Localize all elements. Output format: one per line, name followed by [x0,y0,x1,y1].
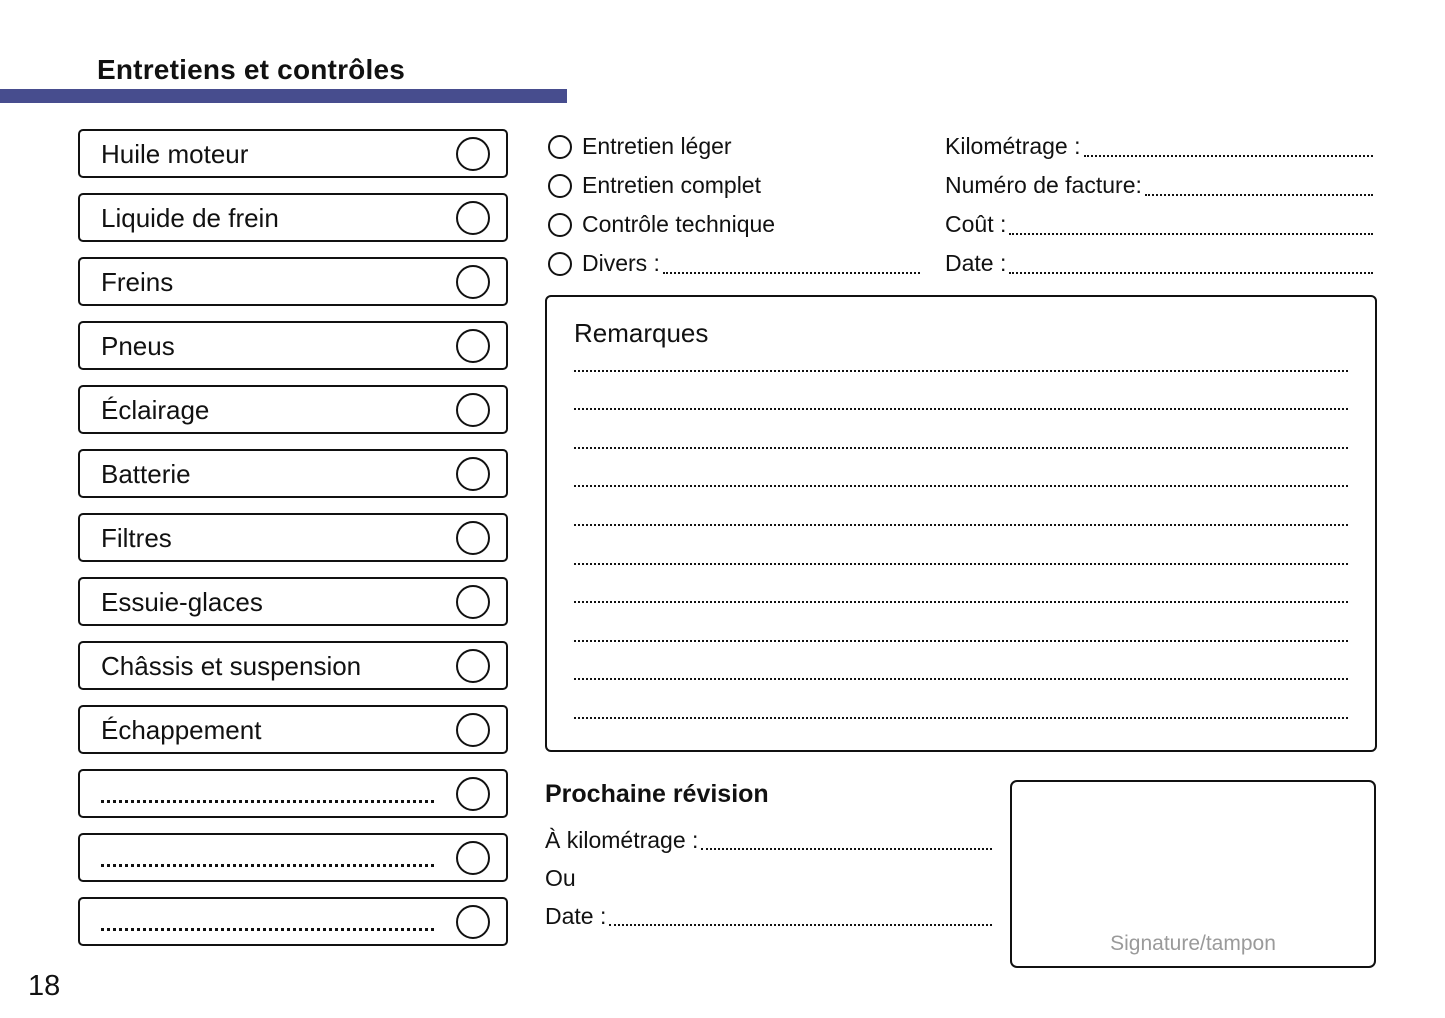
field-label: Coût : [945,211,1007,237]
write-in-dotted-line [609,924,992,926]
remarks-box [545,295,1377,752]
invoice-fields-group [945,127,1373,283]
checklist-row-pneus [78,321,508,370]
write-in-dotted-line [701,848,992,850]
field-label: Kilométrage : [945,133,1081,159]
remarks-ruled-line [574,603,1348,642]
remarks-lines [574,333,1348,719]
check-circle[interactable] [456,457,490,491]
remarks-ruled-line [574,680,1348,719]
write-in-dotted-line [663,272,920,274]
write-in-dotted-line [101,928,434,931]
write-in-dotted-line [1009,233,1373,235]
next-service-section [545,779,992,935]
remarks-title: Remarques [574,318,709,348]
checklist-item-label: Batterie [101,458,191,489]
checklist-item-label: Liquide de frein [101,202,279,233]
check-circle[interactable] [456,905,490,939]
write-in-dotted-line [1084,155,1373,157]
field-label: Date : [945,250,1007,276]
checklist-row-blank-1 [78,769,508,818]
signature-box [1010,780,1376,968]
field-date [945,244,1373,283]
field-cout [945,205,1373,244]
service-type-option [548,127,920,166]
checklist-row-echappement [78,705,508,754]
maintenance-checklist [78,129,508,961]
write-in-dotted-line [1145,194,1373,196]
radio-circle[interactable] [548,135,572,159]
service-type-option [548,166,920,205]
checklist-item-label: Pneus [101,330,175,361]
check-circle[interactable] [456,585,490,619]
remarks-ruled-line [574,333,1348,372]
radio-circle[interactable] [548,174,572,198]
write-in-dotted-line [101,864,434,867]
next-service-title: Prochaine révision [545,780,769,808]
remarks-ruled-line [574,526,1348,565]
next-service-date-field [545,897,992,935]
check-circle[interactable] [456,137,490,171]
check-circle[interactable] [456,393,490,427]
checklist-row-blank-3 [78,897,508,946]
remarks-ruled-line [574,410,1348,449]
checklist-item-label: Châssis et suspension [101,650,362,681]
signature-hint-label: Signature/tampon [1110,932,1276,955]
check-circle[interactable] [456,329,490,363]
field-label: Numéro de facture: [945,172,1142,198]
check-circle[interactable] [456,265,490,299]
service-type-label: Entretien complet [582,172,761,198]
page-title: Entretiens et contrôles [97,54,406,85]
checklist-item-label: Filtres [101,522,172,553]
checklist-row-eclairage [78,385,508,434]
checklist-item-label: Huile moteur [101,138,249,169]
title-underline-bar [0,89,567,103]
checklist-row-chassis-et-suspension [78,641,508,690]
write-in-dotted-line [101,800,434,803]
checklist-row-filtres [78,513,508,562]
service-type-option [548,205,920,244]
service-type-option-divers [548,244,920,283]
check-circle[interactable] [456,841,490,875]
next-service-km-field [545,821,992,859]
checklist-row-liquide-de-frein [78,193,508,242]
field-label: À kilométrage : [545,826,699,853]
checklist-item-label: Freins [101,266,174,297]
check-circle[interactable] [456,521,490,555]
checklist-row-essuie-glaces [78,577,508,626]
check-circle[interactable] [456,201,490,235]
field-label: Ou [545,864,576,891]
remarks-ruled-line [574,487,1348,526]
remarks-ruled-line [574,642,1348,681]
remarks-ruled-line [574,372,1348,411]
check-circle[interactable] [456,649,490,683]
field-numero-facture [945,166,1373,205]
field-kilometrage [945,127,1373,166]
check-circle[interactable] [456,713,490,747]
write-in-dotted-line [1009,272,1373,274]
checklist-item-label: Échappement [101,714,262,745]
check-circle[interactable] [456,777,490,811]
checklist-row-freins [78,257,508,306]
radio-circle[interactable] [548,252,572,276]
radio-circle[interactable] [548,213,572,237]
checklist-row-huile-moteur [78,129,508,178]
remarks-ruled-line [574,565,1348,604]
service-type-label: Divers : [582,250,660,276]
checklist-row-blank-2 [78,833,508,882]
service-type-label: Entretien léger [582,133,732,159]
checklist-item-label: Essuie-glaces [101,586,263,617]
service-type-group [548,127,920,283]
next-service-or-label [545,859,992,897]
service-type-label: Contrôle technique [582,211,776,237]
checklist-item-label: Éclairage [101,394,210,425]
checklist-row-batterie [78,449,508,498]
page-number: 18 [28,970,61,1002]
field-label: Date : [545,902,607,929]
remarks-ruled-line [574,449,1348,488]
